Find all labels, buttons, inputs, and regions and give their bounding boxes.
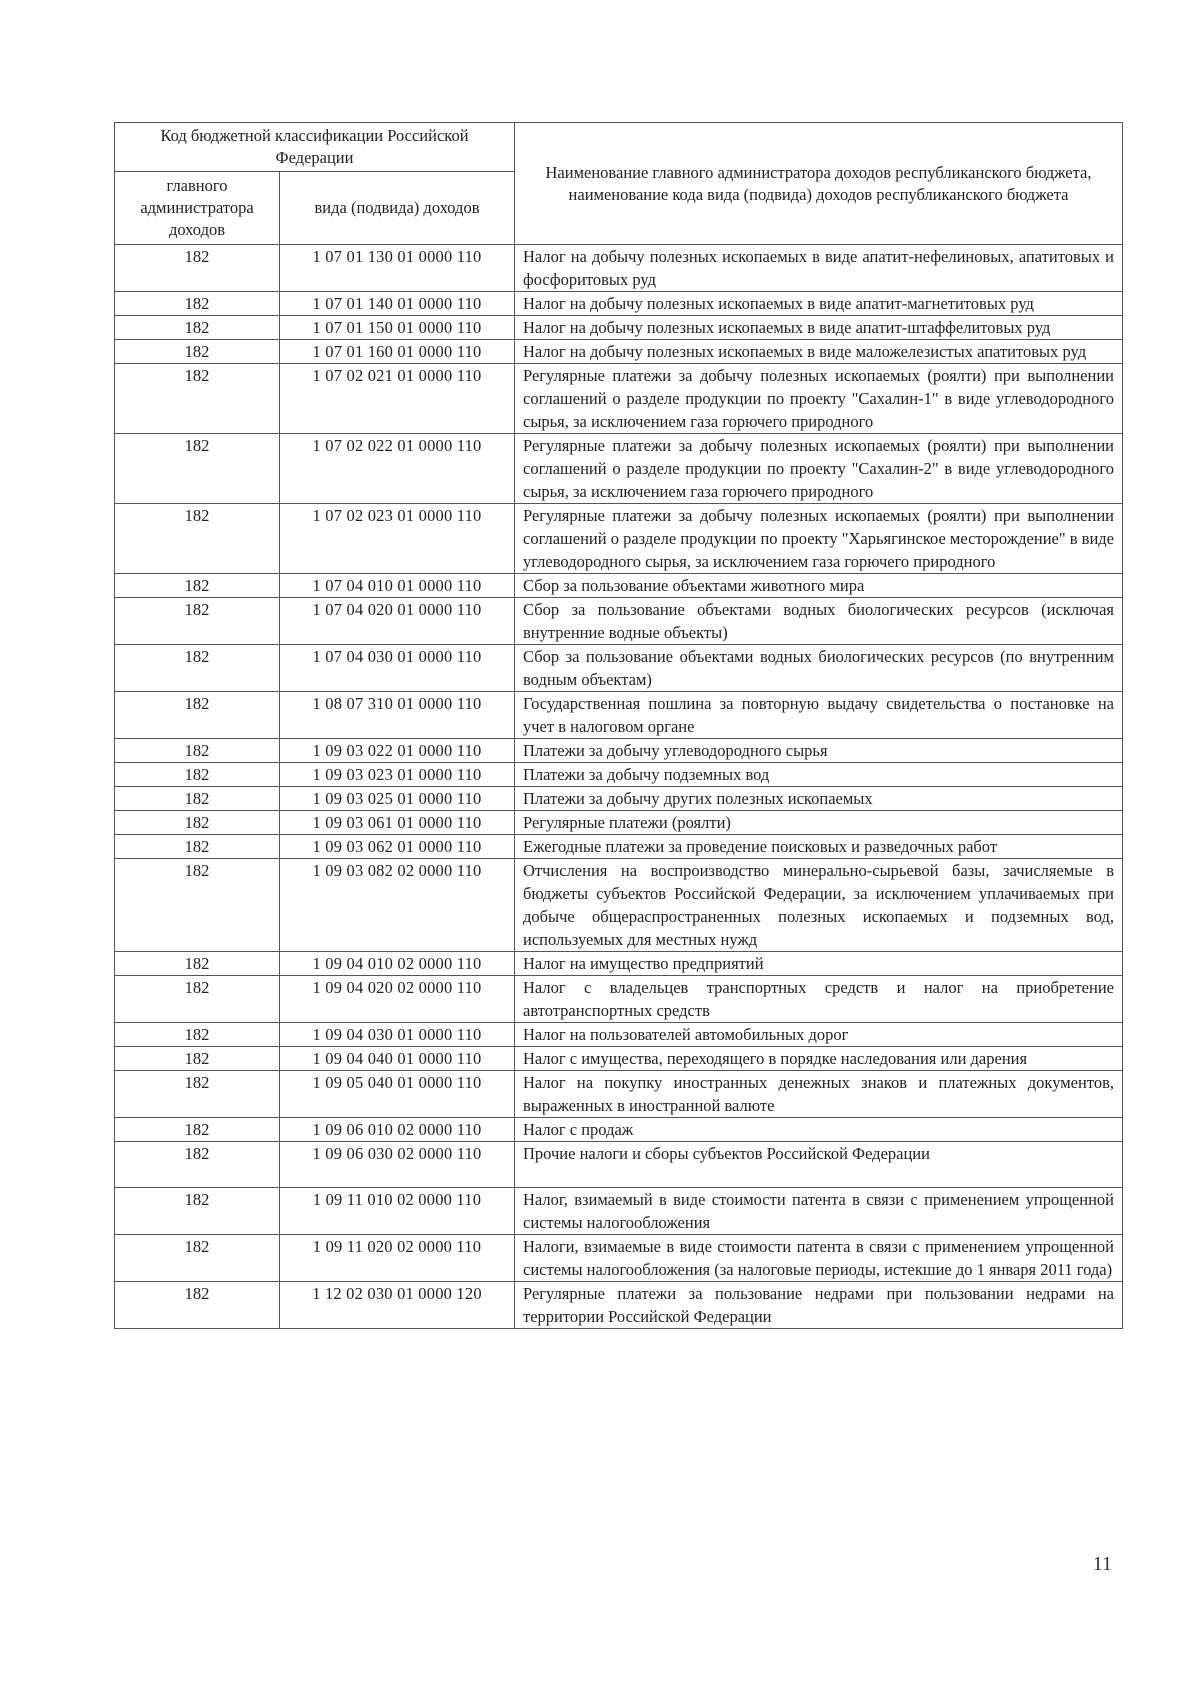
revenue-name-cell: Налог с продаж [515,1118,1123,1142]
admin-code-cell: 182 [115,316,280,340]
table-row [115,645,1123,692]
admin-code-cell: 182 [115,692,280,739]
revenue-code-cell: 1 07 01 130 01 0000 110 [280,245,515,292]
revenue-name-cell: Ежегодные платежи за проведение поисковых и разведочных работ [515,835,1123,859]
revenue-code-cell: 1 07 01 150 01 0000 110 [280,316,515,340]
page-number: 11 [1092,1553,1112,1575]
revenue-code-cell: 1 09 03 022 01 0000 110 [280,739,515,763]
revenue-name-cell: Сбор за пользование объектами водных биологических ресурсов (исключая внутренние водные объекты) [515,598,1123,645]
table-row [115,739,1123,763]
revenue-name-cell: Платежи за добычу подземных вод [515,763,1123,787]
table-row [115,859,1123,952]
revenue-name-cell: Регулярные платежи за пользование недрами при пользовании недрами на территории Российской Федерации [515,1282,1123,1329]
admin-code-cell: 182 [115,1071,280,1118]
admin-code-cell: 182 [115,245,280,292]
admin-code-cell: 182 [115,952,280,976]
revenue-name-cell: Отчисления на воспроизводство минерально-сырьевой базы, зачисляемые в бюджеты субъектов Российской Федерации, за исключением уплачиваемых при добыче общераспространенных полезных ископаемых и подземных вод, используемых для местных нужд [515,859,1123,952]
revenue-name-cell: Налог с владельцев транспортных средств и налог на приобретение автотранспортных средств [515,976,1123,1023]
table-row [115,976,1123,1023]
revenue-code-cell: 1 09 04 040 01 0000 110 [280,1047,515,1071]
revenue-code-cell: 1 09 05 040 01 0000 110 [280,1071,515,1118]
revenue-name-cell: Сбор за пользование объектами животного мира [515,574,1123,598]
revenue-name-cell: Регулярные платежи за добычу полезных ископаемых (роялти) при выполнении соглашений о разделе продукции по проекту "Сахалин-1" в виде углеводородного сырья, за исключением газа горючего природного [515,364,1123,434]
revenue-code-cell: 1 09 04 020 02 0000 110 [280,976,515,1023]
revenue-name-cell: Налог на пользователей автомобильных дорог [515,1023,1123,1047]
revenue-name-cell: Регулярные платежи за добычу полезных ископаемых (роялти) при выполнении соглашений о разделе продукции по проекту "Сахалин-2" в виде углеводородного сырья, за исключением газа горючего природного [515,434,1123,504]
admin-code-cell: 182 [115,1282,280,1329]
document-page [114,122,1122,1329]
revenue-code-cell: 1 09 03 061 01 0000 110 [280,811,515,835]
revenue-name-cell: Налог на имущество предприятий [515,952,1123,976]
revenue-code-cell: 1 07 04 020 01 0000 110 [280,598,515,645]
revenue-name-cell: Государственная пошлина за повторную выдачу свидетельства о постановке на учет в налоговом органе [515,692,1123,739]
table-row [115,1023,1123,1047]
revenue-name-cell: Платежи за добычу других полезных ископаемых [515,787,1123,811]
revenue-code-cell: 1 09 06 030 02 0000 110 [280,1142,515,1188]
revenue-code-cell: 1 12 02 030 01 0000 120 [280,1282,515,1329]
revenue-name-cell: Сбор за пользование объектами водных биологических ресурсов (по внутренним водным объектам) [515,645,1123,692]
revenue-code-cell: 1 07 01 160 01 0000 110 [280,340,515,364]
revenue-code-cell: 1 09 03 023 01 0000 110 [280,763,515,787]
table-row [115,952,1123,976]
revenue-name-cell: Регулярные платежи за добычу полезных ископаемых (роялти) при выполнении соглашений о разделе продукции по проекту "Харьягинское месторождение" в виде углеводородного сырья, за исключением газа горючего природного [515,504,1123,574]
admin-code-cell: 182 [115,859,280,952]
revenue-code-cell: 1 09 11 010 02 0000 110 [280,1188,515,1235]
admin-code-cell: 182 [115,364,280,434]
revenue-code-cell: 1 09 06 010 02 0000 110 [280,1118,515,1142]
table-row [115,316,1123,340]
revenue-code-cell: 1 09 03 062 01 0000 110 [280,835,515,859]
revenue-name-cell: Налог на покупку иностранных денежных знаков и платежных документов, выраженных в иностранной валюте [515,1071,1123,1118]
admin-code-cell: 182 [115,1188,280,1235]
revenue-name-cell: Налог на добычу полезных ископаемых в виде апатит-штаффелитовых руд [515,316,1123,340]
table-row [115,1047,1123,1071]
admin-code-cell: 182 [115,739,280,763]
table-row [115,574,1123,598]
table-row [115,787,1123,811]
admin-code-cell: 182 [115,1047,280,1071]
admin-code-cell: 182 [115,1023,280,1047]
admin-code-cell: 182 [115,1235,280,1282]
table-header-row-1 [115,123,1123,172]
revenue-code-cell: 1 09 04 030 01 0000 110 [280,1023,515,1047]
table-row [115,364,1123,434]
header-name-column: Наименование главного администратора доходов республиканского бюджета, наименование кода вида (подвида) доходов республиканского бюджета [515,123,1123,245]
revenue-code-cell: 1 09 04 010 02 0000 110 [280,952,515,976]
revenue-code-cell: 1 07 04 030 01 0000 110 [280,645,515,692]
admin-code-cell: 182 [115,574,280,598]
table-row [115,1282,1123,1329]
header-group-label: Код бюджетной классификации Российской Федерации [115,123,515,172]
admin-code-cell: 182 [115,645,280,692]
revenue-code-cell: 1 07 04 010 01 0000 110 [280,574,515,598]
header-code-column: вида (подвида) доходов [280,172,515,245]
table-row [115,1118,1123,1142]
table-row [115,504,1123,574]
table-row [115,292,1123,316]
revenue-name-cell: Налог на добычу полезных ископаемых в виде апатит-магнетитовых руд [515,292,1123,316]
budget-classification-table [114,122,1123,1329]
revenue-name-cell: Налог на добычу полезных ископаемых в виде апатит-нефелиновых, апатитовых и фосфоритовых руд [515,245,1123,292]
revenue-code-cell: 1 09 03 025 01 0000 110 [280,787,515,811]
revenue-code-cell: 1 07 02 023 01 0000 110 [280,504,515,574]
admin-code-cell: 182 [115,598,280,645]
table-row [115,835,1123,859]
admin-code-cell: 182 [115,1118,280,1142]
revenue-code-cell: 1 08 07 310 01 0000 110 [280,692,515,739]
revenue-name-cell: Налог с имущества, переходящего в порядке наследования или дарения [515,1047,1123,1071]
table-row [115,763,1123,787]
admin-code-cell: 182 [115,787,280,811]
table-row [115,1142,1123,1188]
revenue-code-cell: 1 09 11 020 02 0000 110 [280,1235,515,1282]
revenue-name-cell: Платежи за добычу углеводородного сырья [515,739,1123,763]
admin-code-cell: 182 [115,292,280,316]
table-row [115,340,1123,364]
table-row [115,1071,1123,1118]
admin-code-cell: 182 [115,1142,280,1188]
table-row [115,692,1123,739]
admin-code-cell: 182 [115,835,280,859]
header-admin-column: главного администратора доходов [115,172,280,245]
admin-code-cell: 182 [115,504,280,574]
table-row [115,245,1123,292]
revenue-name-cell: Налог на добычу полезных ископаемых в виде маложелезистых апатитовых руд [515,340,1123,364]
revenue-name-cell: Прочие налоги и сборы субъектов Российской Федерации [515,1142,1123,1188]
revenue-code-cell: 1 07 02 022 01 0000 110 [280,434,515,504]
revenue-code-cell: 1 07 01 140 01 0000 110 [280,292,515,316]
table-row [115,1188,1123,1235]
admin-code-cell: 182 [115,976,280,1023]
admin-code-cell: 182 [115,763,280,787]
admin-code-cell: 182 [115,434,280,504]
table-row [115,434,1123,504]
table-row [115,598,1123,645]
revenue-code-cell: 1 09 03 082 02 0000 110 [280,859,515,952]
revenue-name-cell: Налоги, взимаемые в виде стоимости патента в связи с применением упрощенной системы налогообложения (за налоговые периоды, истекшие до 1 января 2011 года) [515,1235,1123,1282]
revenue-code-cell: 1 07 02 021 01 0000 110 [280,364,515,434]
table-row [115,811,1123,835]
admin-code-cell: 182 [115,340,280,364]
revenue-name-cell: Регулярные платежи (роялти) [515,811,1123,835]
admin-code-cell: 182 [115,811,280,835]
table-row [115,1235,1123,1282]
table-body [115,245,1123,1329]
revenue-name-cell: Налог, взимаемый в виде стоимости патента в связи с применением упрощенной системы налогообложения [515,1188,1123,1235]
